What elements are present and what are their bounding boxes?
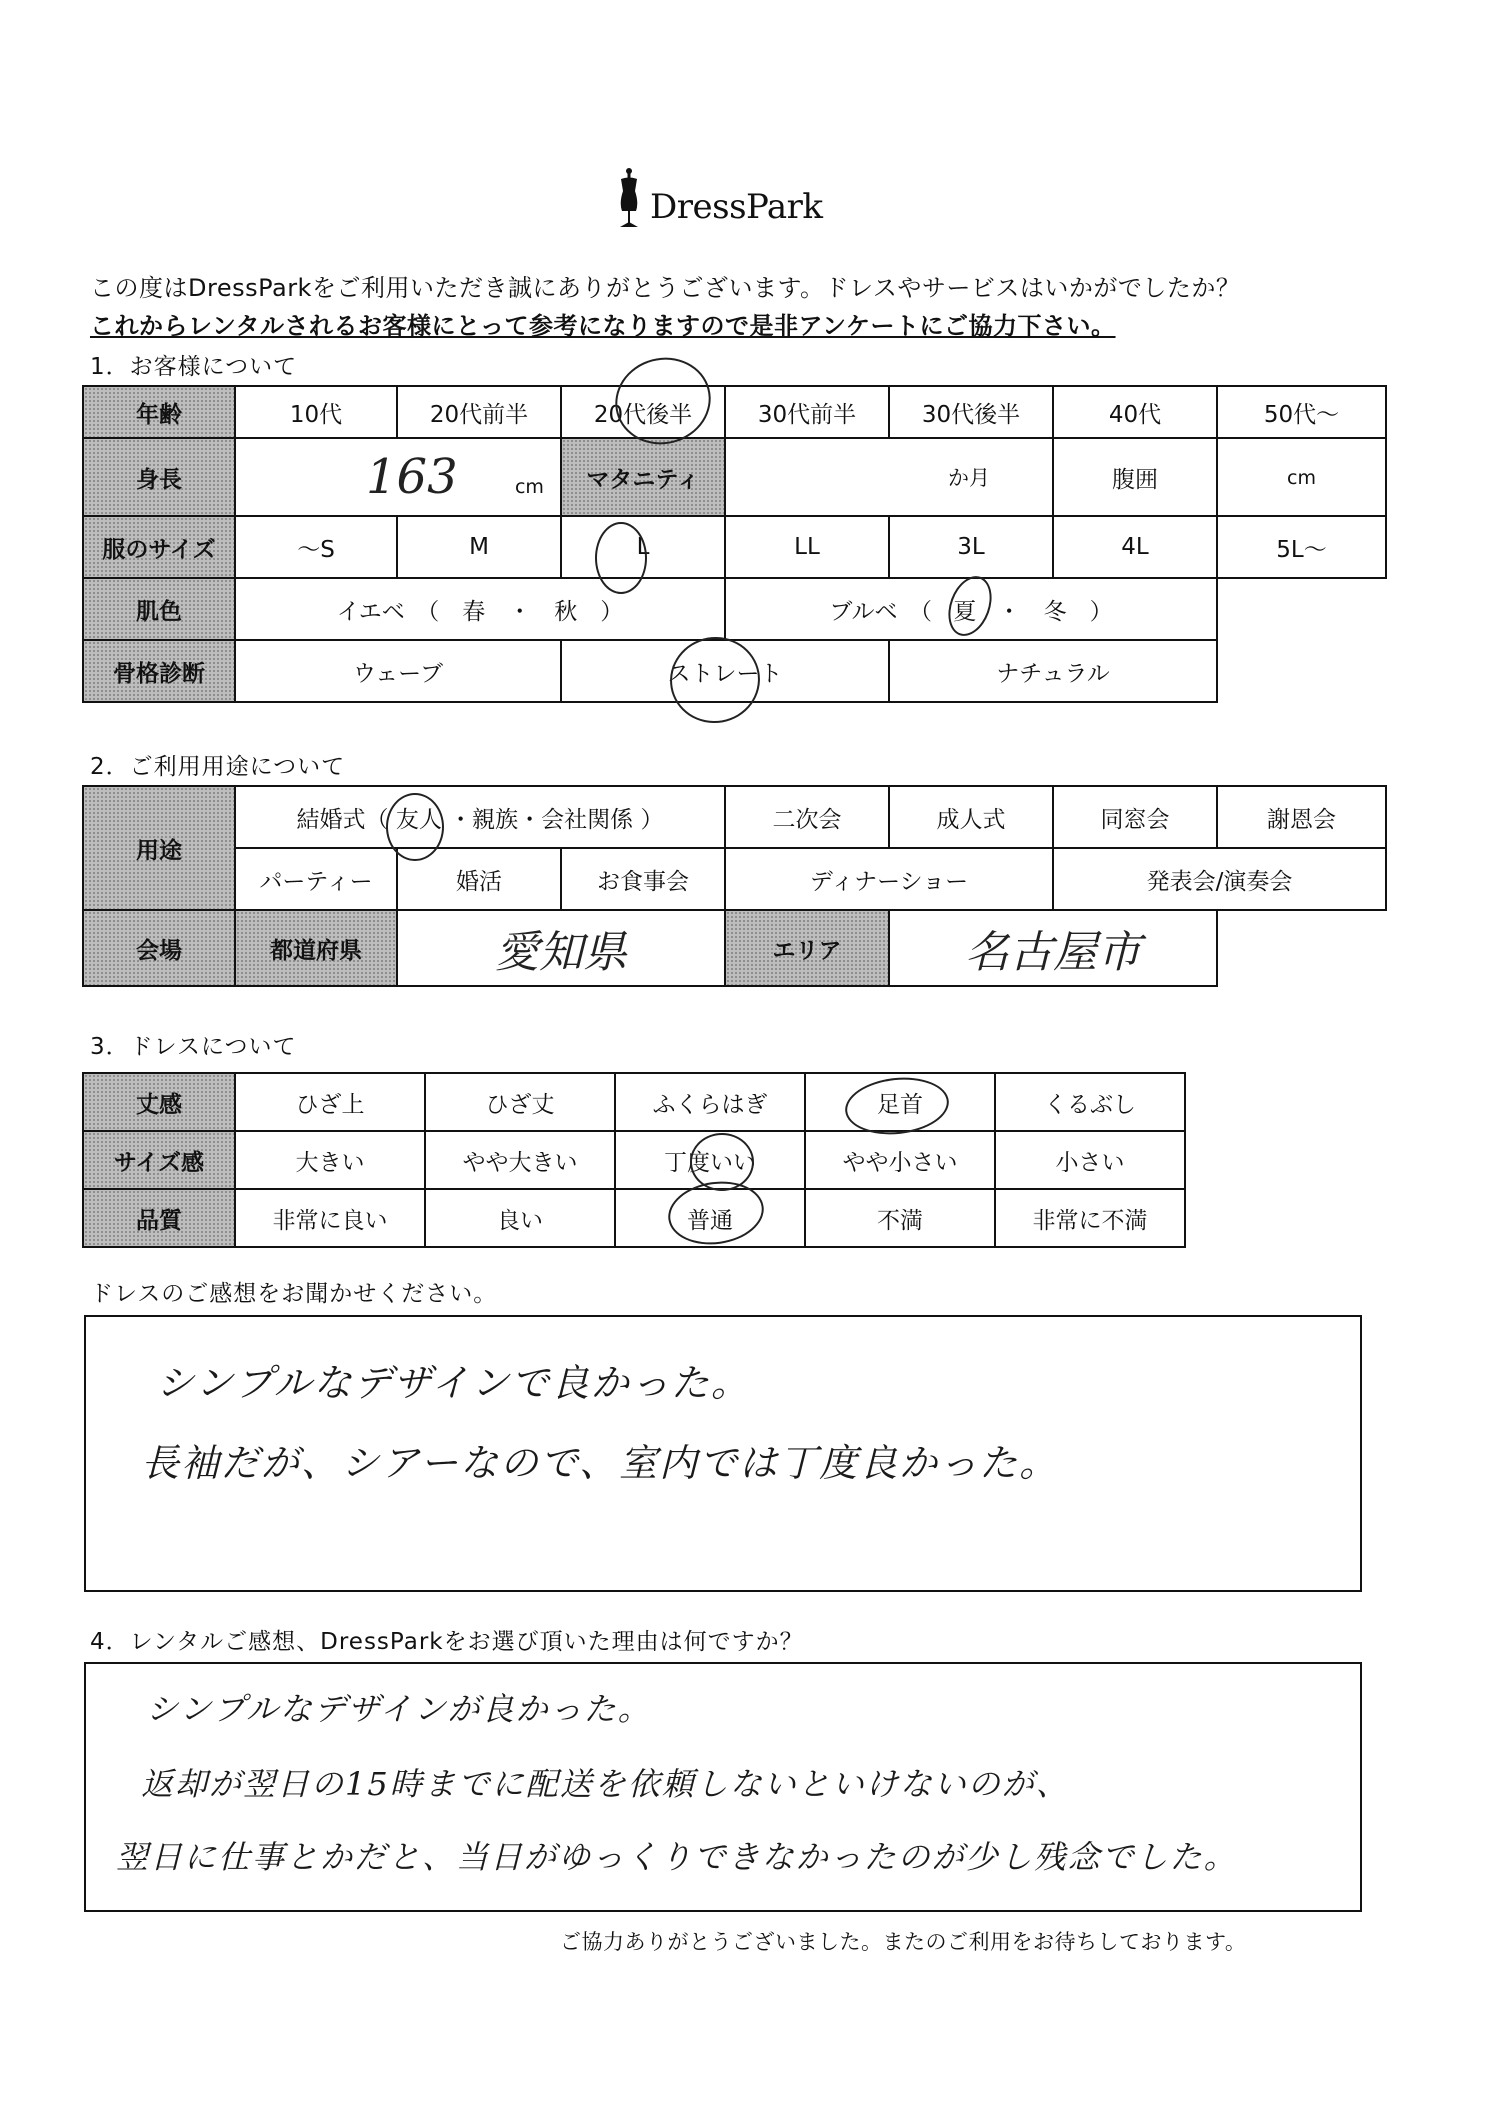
fit-option-selected[interactable]: 丁度いい (615, 1131, 805, 1189)
dress-form-icon (612, 165, 646, 235)
length-option[interactable]: ひざ上 (235, 1073, 425, 1131)
quality-row (83, 1189, 1185, 1247)
dress-comment-box[interactable] (84, 1315, 1362, 1592)
height-unit: cm (514, 476, 544, 498)
size-header: 服のサイズ (83, 516, 235, 578)
section-4-title: 4．レンタルご感想、DressParkをお選び頂いた理由は何ですか？ (90, 1629, 804, 1655)
quality-option[interactable]: 良い (425, 1189, 615, 1247)
circle-mark (595, 522, 647, 594)
brand-name: DressPark (650, 187, 823, 227)
months-unit: か月 (948, 466, 990, 490)
wedding-friend-selected[interactable]: 友人 (395, 806, 442, 833)
blue-base-prefix: ブルベ （ (829, 598, 932, 625)
size-row (83, 516, 1386, 578)
fit-option[interactable]: やや大きい (425, 1131, 615, 1189)
age-option[interactable]: 30代前半 (725, 386, 889, 438)
skin-row (83, 578, 1386, 640)
fit-option[interactable]: やや小さい (805, 1131, 995, 1189)
length-option[interactable]: ひざ丈 (425, 1073, 615, 1131)
venue-header: 会場 (83, 910, 235, 986)
size-option[interactable]: 3L (889, 516, 1053, 578)
quality-option-selected[interactable]: 普通 (615, 1189, 805, 1247)
fit-option[interactable]: 大きい (235, 1131, 425, 1189)
age-row (83, 386, 1386, 438)
rental-comment-line: 返却が翌日の15時までに配送を依頼しないといけないのが、 (141, 1765, 1070, 1803)
empty-cell (1217, 578, 1386, 640)
size-option[interactable]: ～S (235, 516, 397, 578)
skin-summer-selected[interactable]: 夏 (953, 598, 977, 625)
quality-option[interactable]: 非常に良い (235, 1189, 425, 1247)
area-field[interactable] (889, 910, 1217, 986)
quality-option[interactable]: 非常に不満 (995, 1189, 1185, 1247)
maternity-months-field[interactable] (725, 438, 1053, 516)
purpose-table (82, 785, 1387, 987)
purpose-row-1 (83, 786, 1386, 848)
section-1-title: 1．お客様について (90, 354, 298, 380)
age-header: 年齢 (83, 386, 235, 438)
prefecture-label: 都道府県 (235, 910, 397, 986)
section-2-title: 2．ご利用用途について (90, 754, 346, 780)
blue-base-suffix: ・ 冬 ） (997, 598, 1113, 625)
purpose-option[interactable]: 同窓会 (1053, 786, 1217, 848)
skin-yellow-base[interactable]: イエベ （ 春 ・ 秋 ） (235, 578, 725, 640)
age-option[interactable]: 10代 (235, 386, 397, 438)
area-value: 名古屋市 (965, 927, 1142, 978)
rental-comment-line: シンプルなデザインが良かった。 (146, 1690, 652, 1728)
empty-cell (1217, 640, 1386, 702)
length-row (83, 1073, 1185, 1131)
wedding-option[interactable] (235, 786, 725, 848)
length-header: 丈感 (83, 1073, 235, 1131)
intro-line-1: この度はDressParkをご利用いただき誠にありがとうございます。ドレスやサービスはいかがでしたか？ (90, 274, 1241, 302)
age-option-label: 20代後半 (593, 401, 693, 428)
quality-header: 品質 (83, 1189, 235, 1247)
age-option[interactable]: 30代後半 (889, 386, 1053, 438)
purpose-option[interactable]: 発表会/演奏会 (1053, 848, 1386, 910)
purpose-header: 用途 (83, 786, 235, 910)
purpose-option[interactable]: お食事会 (561, 848, 725, 910)
rental-comment-box[interactable] (84, 1662, 1362, 1912)
fit-header: サイズ感 (83, 1131, 235, 1189)
venue-row (83, 910, 1386, 986)
waist-unit: cm (1287, 467, 1316, 489)
height-header: 身長 (83, 438, 235, 516)
height-row (83, 438, 1386, 516)
bone-header: 骨格診断 (83, 640, 235, 702)
purpose-row-2 (83, 848, 1386, 910)
age-option[interactable]: 20代前半 (397, 386, 561, 438)
fit-option[interactable]: 小さい (995, 1131, 1185, 1189)
skin-header: 肌色 (83, 578, 235, 640)
size-option-selected[interactable]: L (561, 516, 725, 578)
dress-comment-line: 長袖だが、シアーなので、室内では丁度良かった。 (141, 1441, 1060, 1485)
rental-comment-line: 翌日に仕事とかだと、当日がゆっくりできなかったのが少し残念でした。 (116, 1838, 1238, 1876)
age-option[interactable]: 50代～ (1217, 386, 1386, 438)
area-label: エリア (725, 910, 889, 986)
bone-option[interactable]: ナチュラル (889, 640, 1217, 702)
brand-logo (612, 165, 852, 235)
prefecture-field[interactable] (397, 910, 725, 986)
length-option[interactable]: ふくらはぎ (615, 1073, 805, 1131)
purpose-option[interactable]: ディナーショー (725, 848, 1053, 910)
fit-row (83, 1131, 1185, 1189)
purpose-option[interactable]: 二次会 (725, 786, 889, 848)
height-value: 163 (366, 449, 458, 505)
wedding-suffix: ・親族・会社関係 ） (449, 806, 664, 833)
size-option[interactable]: LL (725, 516, 889, 578)
prefecture-value: 愛知県 (495, 927, 628, 978)
length-option[interactable]: くるぶし (995, 1073, 1185, 1131)
dress-comment-line: シンプルなデザインで良かった。 (156, 1361, 751, 1405)
quality-option[interactable]: 不満 (805, 1189, 995, 1247)
maternity-header: マタニティ (561, 438, 725, 516)
waist-field[interactable] (1217, 438, 1386, 516)
circle-mark (386, 793, 444, 861)
intro-line-2: これからレンタルされるお客様にとって参考になりますので是非アンケートにご協力下さい。 (90, 312, 1116, 340)
purpose-option[interactable]: 婚活 (397, 848, 561, 910)
size-option[interactable]: M (397, 516, 561, 578)
footer-thanks: ご協力ありがとうございました。またのご利用をお待ちしております。 (560, 1930, 1247, 1954)
bone-option-selected[interactable]: ストレート (561, 640, 889, 702)
purpose-option[interactable]: 謝恩会 (1217, 786, 1386, 848)
purpose-option[interactable]: 成人式 (889, 786, 1053, 848)
height-field[interactable] (235, 438, 561, 516)
section-3-title: 3．ドレスについて (90, 1034, 297, 1060)
length-option-selected[interactable]: 足首 (805, 1073, 995, 1131)
bone-option[interactable]: ウェーブ (235, 640, 561, 702)
size-option[interactable]: 5L～ (1217, 516, 1386, 578)
dress-table (82, 1072, 1186, 1248)
dress-comment-prompt: ドレスのご感想をお聞かせください。 (90, 1281, 498, 1307)
waist-label: 腹囲 (1053, 438, 1217, 516)
wedding-prefix: 結婚式（ (296, 806, 389, 833)
purpose-option[interactable]: パーティー (235, 848, 397, 910)
age-option[interactable]: 40代 (1053, 386, 1217, 438)
size-option[interactable]: 4L (1053, 516, 1217, 578)
empty-cell (1217, 910, 1386, 986)
